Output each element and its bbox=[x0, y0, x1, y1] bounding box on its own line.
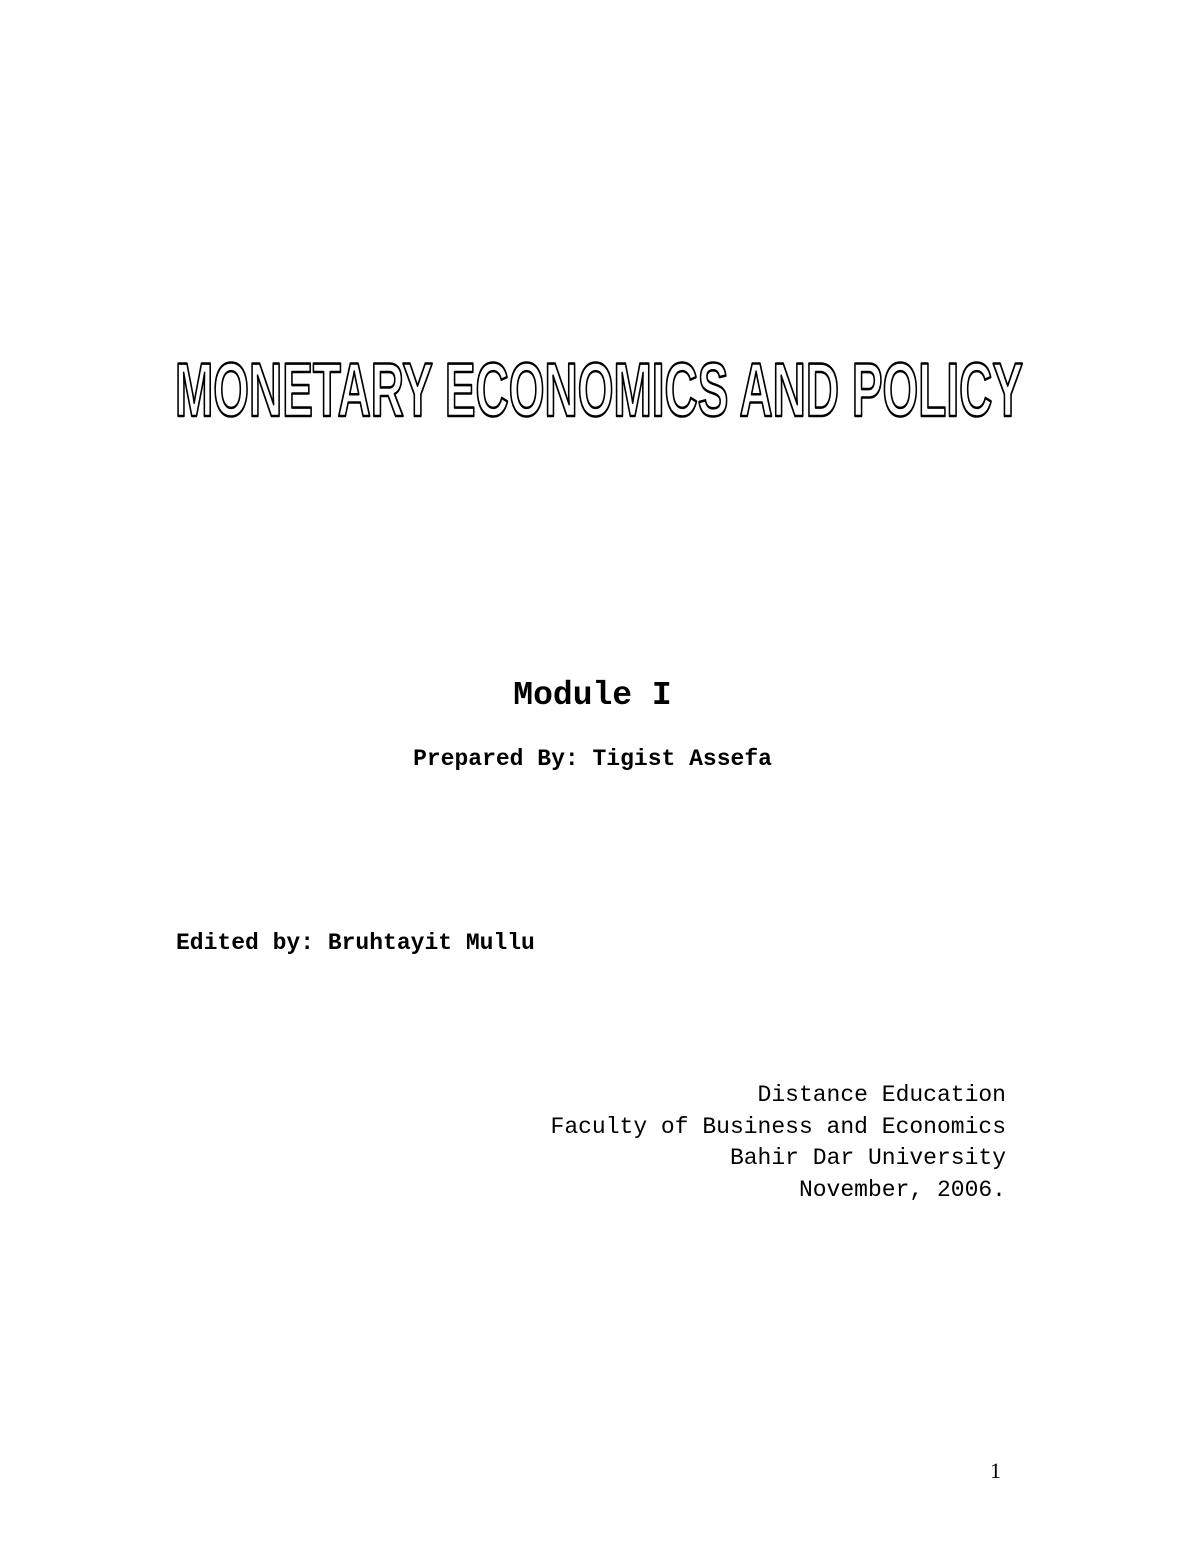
institution-address-block bbox=[551, 1080, 1006, 1206]
address-line-date: November, 2006. bbox=[798, 1176, 1006, 1203]
document-title-svg bbox=[0, 352, 1200, 432]
address-line-university: Bahir Dar University bbox=[729, 1145, 1006, 1171]
address-line-department: Distance Education bbox=[757, 1082, 1006, 1108]
document-title-container bbox=[0, 352, 1200, 432]
document-title: MONETARY ECONOMICS AND POLICY bbox=[175, 352, 1023, 432]
module-heading: Module I bbox=[513, 677, 672, 714]
edited-by-line: Edited by: Bruhtayit Mullu bbox=[176, 930, 535, 956]
page-number: 1 bbox=[990, 1458, 1001, 1483]
address-line-faculty: Faculty of Business and Economics bbox=[550, 1113, 1006, 1140]
prepared-by-line: Prepared By: Tigist Assefa bbox=[413, 746, 772, 772]
